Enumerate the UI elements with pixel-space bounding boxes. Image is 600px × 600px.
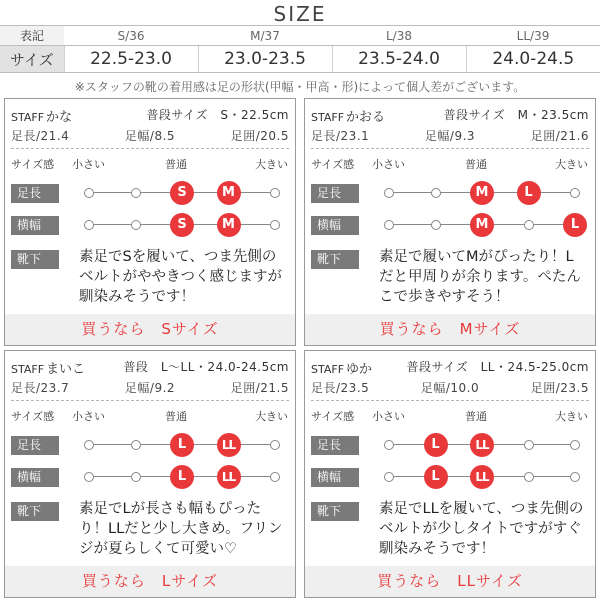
- staff-comment: 素足でSを履いて、つま先側のベルトがややきつく感じますが馴染みそうです！: [79, 249, 282, 305]
- fit-marker: M: [470, 213, 494, 237]
- fit-track-width: [389, 465, 575, 489]
- fit-marker: L: [170, 465, 194, 489]
- scale-dot: [570, 440, 580, 450]
- foot-measurements: [11, 379, 289, 397]
- fit-marker: M: [217, 213, 241, 237]
- scale-min-label: 小さい: [372, 410, 405, 423]
- row-tag-socks: 靴下: [11, 502, 59, 521]
- scale-caption: サイズ感: [11, 410, 55, 423]
- scale-mid-label: 普通: [465, 158, 487, 171]
- scale-max-label: 大きい: [555, 410, 588, 423]
- usual-size: 普段サイズ LL・24.5-25.0cm: [406, 360, 589, 374]
- measurement: 足囲/23.5: [530, 381, 589, 395]
- buy-recommendation: 買うなら Mサイズ: [305, 314, 595, 345]
- scale-max-label: 大きい: [255, 410, 288, 423]
- scale-max-label: 大きい: [555, 158, 588, 171]
- scale-dot: [270, 220, 280, 230]
- staff-label: STAFF: [311, 111, 345, 124]
- measurement: 足幅/9.2: [124, 381, 176, 395]
- row-tag-length: 足長: [311, 184, 359, 203]
- scale-mid-label: 普通: [465, 410, 487, 423]
- fit-track-width: [89, 213, 275, 237]
- fit-track-length: [89, 433, 275, 457]
- scale-dot: [570, 472, 580, 482]
- scale-dot: [384, 220, 394, 230]
- staff-card: [4, 98, 296, 346]
- staff-name: かな: [46, 110, 73, 125]
- fit-marker: LL: [470, 433, 494, 457]
- usual-size: 普段サイズ M・23.5cm: [443, 108, 589, 122]
- size-table: [0, 25, 600, 73]
- measurement: 足長/21.4: [11, 129, 70, 143]
- scale-dot: [384, 472, 394, 482]
- measurement: 足幅/9.3: [424, 129, 476, 143]
- staff-header: [311, 106, 589, 126]
- fit-marker: S: [170, 181, 194, 205]
- size-value: 23.5-24.0: [332, 46, 466, 73]
- buy-recommendation: 買うなら Sサイズ: [5, 314, 295, 345]
- scale-header: [5, 156, 295, 170]
- scale-dot: [84, 220, 94, 230]
- scale-dot: [131, 472, 141, 482]
- measurement: 足幅/8.5: [124, 129, 176, 143]
- fit-marker: L: [424, 433, 448, 457]
- size-value: 22.5-23.0: [64, 46, 198, 73]
- scale-dot: [84, 472, 94, 482]
- fit-track-length: [89, 181, 275, 205]
- scale-dot: [384, 188, 394, 198]
- fit-marker: M: [470, 181, 494, 205]
- row-tag-socks: 靴下: [311, 250, 359, 269]
- scale-dot: [131, 220, 141, 230]
- scale-dot: [524, 472, 534, 482]
- size-value: 23.0-23.5: [198, 46, 332, 73]
- measurement: 足幅/10.0: [420, 381, 480, 395]
- size-value: 24.0-24.5: [466, 46, 600, 73]
- fit-marker: LL: [217, 433, 241, 457]
- size-label: S/36: [64, 26, 198, 46]
- scale-dot: [524, 220, 534, 230]
- buy-recommendation: 買うなら Lサイズ: [5, 566, 295, 597]
- scale-dot: [131, 188, 141, 198]
- scale-dot: [384, 440, 394, 450]
- size-value-key: サイズ: [0, 46, 64, 73]
- size-label: L/38: [332, 26, 466, 46]
- scale-dot: [524, 440, 534, 450]
- staff-card: [304, 350, 596, 598]
- staff-header: [11, 358, 289, 378]
- scale-dot: [431, 188, 441, 198]
- staff-name: かおる: [346, 110, 386, 125]
- scale-mid-label: 普通: [165, 410, 187, 423]
- row-tag-length: 足長: [11, 184, 59, 203]
- measurement: 足囲/20.5: [230, 129, 289, 143]
- size-label: M/37: [198, 26, 332, 46]
- scale-mid-label: 普通: [165, 158, 187, 171]
- fit-track-width: [389, 213, 580, 237]
- fit-note: ※スタッフの靴の着用感は足の形状(甲幅・甲高・形)によって個人差がございます。: [74, 80, 526, 94]
- row-tag-socks: 靴下: [11, 250, 59, 269]
- fit-marker: S: [170, 213, 194, 237]
- scale-min-label: 小さい: [372, 158, 405, 171]
- scale-header: [305, 408, 595, 422]
- fit-track-width: [89, 465, 275, 489]
- scale-header: [305, 156, 595, 170]
- foot-measurements: [311, 127, 589, 145]
- foot-measurements: [11, 127, 289, 145]
- fit-marker: LL: [470, 465, 494, 489]
- usual-size: 普段サイズ S・22.5cm: [146, 108, 289, 122]
- staff-label: STAFF: [311, 363, 345, 376]
- foot-measurements: [311, 379, 589, 397]
- row-tag-width: 横幅: [11, 216, 59, 235]
- size-label-row: [0, 26, 600, 46]
- staff-comment: 素足でLが長さも幅もぴったり！LLだと少し大きめ。フリンジが夏らしくて可愛い♡: [79, 501, 283, 557]
- fit-track-length: [389, 433, 575, 457]
- scale-max-label: 大きい: [255, 158, 288, 171]
- fit-marker: L: [170, 433, 194, 457]
- scale-dot: [270, 440, 280, 450]
- staff-card: [4, 350, 296, 598]
- usual-size: 普段 L～LL・24.0-24.5cm: [123, 360, 289, 374]
- size-label: LL/39: [466, 26, 600, 46]
- staff-header: [11, 106, 289, 126]
- size-value-row: [0, 46, 600, 73]
- row-tag-width: 横幅: [311, 468, 359, 487]
- scale-min-label: 小さい: [72, 410, 105, 423]
- fit-marker: L: [517, 181, 541, 205]
- staff-header: [311, 358, 589, 378]
- scale-caption: サイズ感: [11, 158, 55, 171]
- fit-marker: M: [217, 181, 241, 205]
- fit-marker: L: [424, 465, 448, 489]
- staff-comment: 素足でLLを履いて、つま先側のベルトが少しタイトですがすぐ馴染みそうです！: [379, 501, 584, 557]
- scale-dot: [131, 440, 141, 450]
- scale-caption: サイズ感: [311, 410, 355, 423]
- buy-recommendation: 買うなら LLサイズ: [305, 566, 595, 597]
- scale-caption: サイズ感: [311, 158, 355, 171]
- fit-marker: LL: [217, 465, 241, 489]
- scale-dot: [270, 188, 280, 198]
- staff-label: STAFF: [11, 111, 45, 124]
- scale-dot: [84, 440, 94, 450]
- measurement: 足囲/21.6: [530, 129, 589, 143]
- measurement: 足囲/21.5: [230, 381, 289, 395]
- staff-name: ゆか: [346, 362, 373, 377]
- size-title: SIZE: [273, 2, 327, 26]
- staff-card: [304, 98, 596, 346]
- scale-dot: [84, 188, 94, 198]
- staff-comment: 素足で履いてMがぴったり！Lだと甲周りが余ります。ぺたんこで歩きやすそう！: [379, 249, 581, 305]
- row-tag-socks: 靴下: [311, 502, 359, 521]
- row-tag-width: 横幅: [11, 468, 59, 487]
- dashed-divider: [11, 148, 289, 149]
- scale-header: [5, 408, 295, 422]
- staff-label: STAFF: [11, 363, 45, 376]
- fit-track-length: [389, 181, 575, 205]
- scale-min-label: 小さい: [72, 158, 105, 171]
- staff-name: まいこ: [46, 362, 86, 377]
- measurement: 足長/23.7: [11, 381, 70, 395]
- scale-dot: [431, 220, 441, 230]
- size-label-key: 表記: [0, 26, 64, 46]
- row-tag-length: 足長: [311, 436, 359, 455]
- fit-marker: L: [563, 213, 587, 237]
- dashed-divider: [11, 400, 289, 401]
- measurement: 足長/23.1: [311, 129, 370, 143]
- row-tag-width: 横幅: [311, 216, 359, 235]
- scale-dot: [570, 188, 580, 198]
- row-tag-length: 足長: [11, 436, 59, 455]
- measurement: 足長/23.5: [311, 381, 370, 395]
- dashed-divider: [311, 148, 589, 149]
- dashed-divider: [311, 400, 589, 401]
- scale-dot: [270, 472, 280, 482]
